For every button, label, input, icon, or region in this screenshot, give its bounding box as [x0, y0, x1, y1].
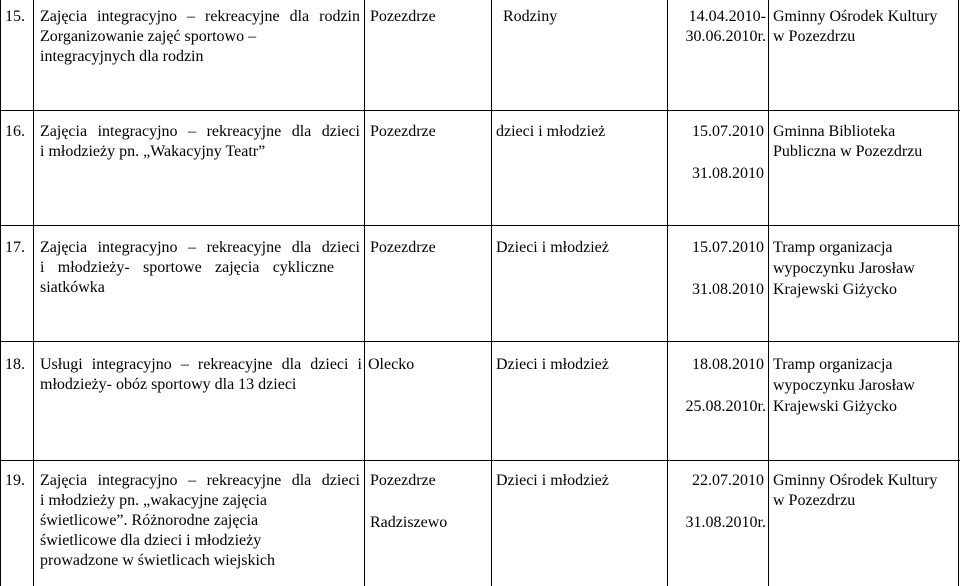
activity-description-line: prowadzone w świetlicach wiejskich: [40, 552, 276, 569]
date-line: 15.07.2010: [692, 239, 764, 256]
row-number: 17.: [5, 239, 25, 256]
location: Radziszewo: [370, 514, 448, 531]
row-number: 15.: [5, 8, 25, 25]
date-line: 31.08.2010r.: [685, 514, 766, 531]
date-line: 31.08.2010: [692, 165, 764, 182]
date-line: 25.08.2010r.: [685, 398, 766, 415]
activity-description-line: Zajęcia integracyjno – rekreacyjne dla dzieci: [40, 472, 360, 489]
activity-description-line: i młodzieży- sportowe zajęcia cykliczne: [40, 259, 334, 276]
activity-description-line: i młodzieży pn. „Wakacyjny Teatr”: [40, 143, 266, 160]
activity-description-line: świetlicowe dla dzieci i młodzieży: [40, 532, 262, 549]
row-number: 19.: [5, 472, 25, 489]
activity-description-line: młodzieży- obóz sportowy dla 13 dzieci: [40, 376, 297, 393]
organizer-line: w Pozezdrzu: [773, 492, 856, 509]
row-number: 16.: [5, 123, 25, 140]
target-group: dzieci i młodzież: [496, 123, 606, 140]
organizer-line: Tramp organizacja: [773, 356, 893, 373]
activity-description-line: i młodzieży pn. „wakacyjne zajęcia: [40, 492, 267, 509]
organizer-line: w Pozezdrzu: [773, 28, 856, 45]
organizer-line: Krajewski Giżycko: [773, 398, 897, 415]
activity-description-line: integracyjnych dla rodzin: [40, 48, 204, 65]
location: Pozezdrze: [370, 8, 436, 25]
target-group: Dzieci i młodzież: [496, 356, 609, 373]
date-line: 30.06.2010r.: [685, 28, 766, 45]
target-group: Dzieci i młodzież: [496, 472, 609, 489]
organizer-line: Gminny Ośrodek Kultury: [773, 472, 938, 489]
target-group: Rodziny: [503, 8, 558, 25]
location: Pozezdrze: [370, 472, 436, 489]
organizer-line: Gminna Biblioteka: [773, 123, 896, 140]
organizer-line: Tramp organizacja: [773, 239, 893, 256]
organizer-line: wypoczynku Jarosław: [773, 260, 915, 277]
target-group: Dzieci i młodzież: [496, 239, 609, 256]
location: Pozezdrze: [370, 239, 436, 256]
activity-description-line: świetlicowe”. Różnorodne zajęcia: [40, 512, 259, 529]
organizer-line: Krajewski Giżycko: [773, 281, 897, 298]
date-line: 14.04.2010-: [688, 8, 766, 25]
organizer-line: Publiczna w Pozezdrzu: [773, 143, 923, 160]
activity-description-line: Zorganizowanie zajęć sportowo –: [40, 28, 257, 45]
date-line: 18.08.2010: [692, 356, 764, 373]
date-line: 22.07.2010: [692, 472, 764, 489]
organizer-line: Gminny Ośrodek Kultury: [773, 8, 938, 25]
row-number: 18.: [5, 356, 25, 373]
activity-description-line: Zajęcia integracyjno – rekreacyjne dla rodzin: [40, 8, 360, 25]
organizer-line: wypoczynku Jarosław: [773, 377, 915, 394]
location: Olecko: [368, 356, 415, 373]
location: Pozezdrze: [370, 123, 436, 140]
activity-description-line: Zajęcia integracyjno – rekreacyjne dla dzieci: [40, 123, 360, 140]
activity-description-line: Usługi integracyjno – rekreacyjne dla dzieci i: [40, 356, 362, 373]
activity-description-line: siatkówka: [40, 279, 105, 296]
date-line: 31.08.2010: [692, 281, 764, 298]
date-line: 15.07.2010: [692, 123, 764, 140]
activity-description-line: Zajęcia integracyjno – rekreacyjne dla dzieci: [40, 239, 360, 256]
